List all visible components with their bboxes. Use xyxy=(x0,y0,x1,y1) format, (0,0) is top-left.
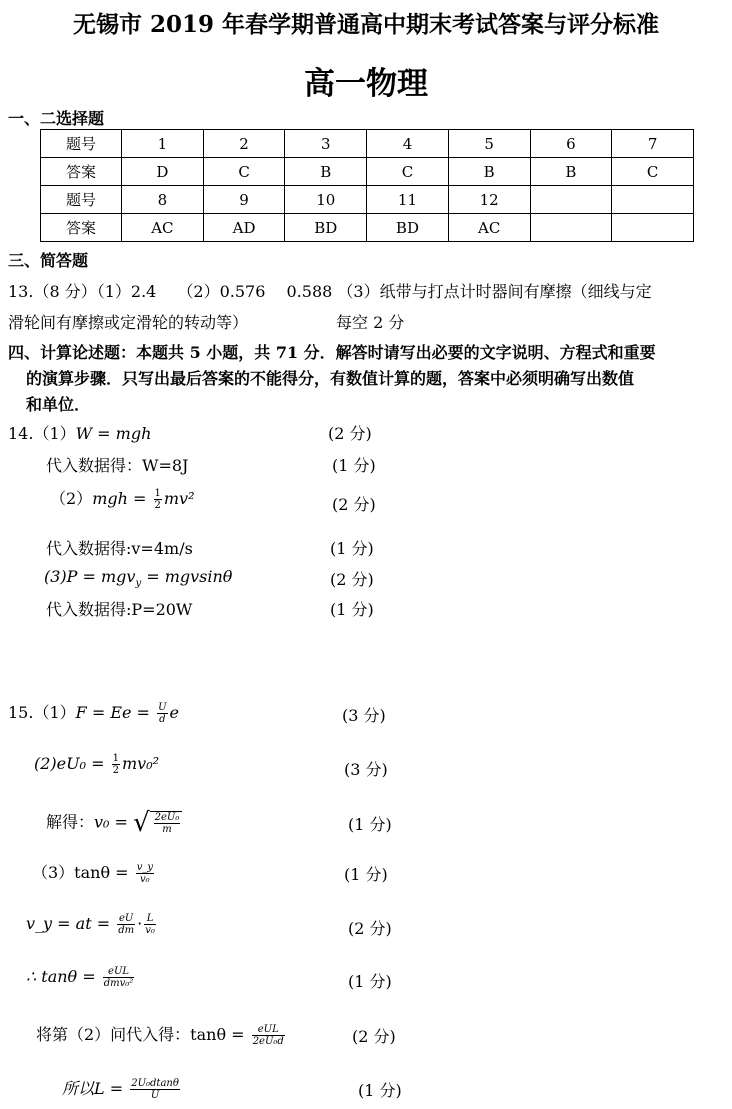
section-calc-line-3: 和单位． xyxy=(26,395,91,414)
table-row xyxy=(41,130,694,158)
q13-line-1: 13.（8 分）（1）2.4 （2）0.576 0.588 （3）纸带与打点计时器间有摩擦（细线与定 xyxy=(8,282,652,301)
section-calc-line-2: 的演算步骤．只写出最后答案的不能得分，有数值计算的题，答案中必须明确写出数值 xyxy=(26,369,635,388)
q15-step-7: 将第（2）问代入得：tanθ = $\frac{\text{eUL}}{\text{2eU₀d}}$ xyxy=(36,1024,284,1047)
q13-line-2: 滑轮间有摩擦或定滑轮的转动等） xyxy=(8,313,249,332)
table-cell: 9 xyxy=(203,186,285,214)
table-cell: 10 xyxy=(285,186,367,214)
table-cell: D xyxy=(122,158,204,186)
table-cell: C xyxy=(203,158,285,186)
table-cell: BD xyxy=(285,214,367,242)
table-cell: 题号 xyxy=(41,186,122,214)
table-row xyxy=(41,158,694,186)
table-cell: AD xyxy=(203,214,285,242)
q14-step-6: 代入数据得:P=20W xyxy=(46,600,193,619)
q15-step-5: v_y = at = $\frac{eU}{dm}$ · $\frac{L}{\text{v₀}}$ xyxy=(26,913,155,936)
q15-step-8-score: (1 分) xyxy=(358,1081,402,1100)
q15-step-4-fraction: $\frac{v\_y}{\text{v₀}}$ xyxy=(136,862,153,885)
table-cell: 12 xyxy=(448,186,530,214)
table-cell: AC xyxy=(448,214,530,242)
table-cell xyxy=(530,214,612,242)
q15-step-6-fraction: $\frac{\text{eUL}}{\text{dmv₀²}}$ xyxy=(103,966,134,989)
table-cell: 8 xyxy=(122,186,204,214)
q15-step-3-fraction: $\frac{\text{2eU₀}}{m}$ xyxy=(154,812,180,835)
answer-table xyxy=(40,129,694,242)
table-cell: C xyxy=(367,158,449,186)
q15-step-1: 15.（1）F = Ee = $\frac{U}{d}$ e xyxy=(8,702,179,725)
table-cell: 答案 xyxy=(41,158,122,186)
q15-step-4-score: (1 分) xyxy=(344,865,388,884)
table-cell: 4 xyxy=(367,130,449,158)
q14-step-1-score: (2 分) xyxy=(328,424,372,443)
q14-step-4: 代入数据得:v=4m/s xyxy=(46,539,193,558)
table-cell: 2 xyxy=(203,130,285,158)
q14-step-3-prefix: （2） xyxy=(50,489,93,508)
q14-step-1-prefix: 14.（1） xyxy=(8,424,76,443)
section-calc-line-1: 四、计算论述题：本题共 5 小题，共 71 分．解答时请写出必要的文字说明、方程式和重要 xyxy=(8,343,656,362)
table-cell: 3 xyxy=(285,130,367,158)
q15-step-2-fraction: $\frac{1}{2}$ xyxy=(112,753,119,776)
q15-step-4: （3）tanθ = $\frac{v\_y}{\text{v₀}}$ xyxy=(32,862,153,885)
q15-step-7-score: (2 分) xyxy=(352,1027,396,1046)
sqrt-icon: √ xyxy=(133,808,150,838)
q14-step-1 xyxy=(8,421,151,444)
q15-step-1-fraction: $\frac{U}{d}$ xyxy=(158,702,167,725)
q15-step-3: 解得：v₀ = √ $\frac{\text{2eU₀}}{m}$ xyxy=(46,808,182,838)
q14-step-2: 代入数据得：W=8J xyxy=(46,456,189,475)
table-cell: 题号 xyxy=(41,130,122,158)
table-cell xyxy=(612,186,694,214)
q14-step-6-score: (1 分) xyxy=(330,600,374,619)
table-cell: 5 xyxy=(448,130,530,158)
table-cell xyxy=(530,186,612,214)
table-cell xyxy=(612,214,694,242)
q14-step-3 xyxy=(50,486,195,511)
table-row xyxy=(41,214,694,242)
section-choice-heading: 一、二选择题 xyxy=(8,109,105,128)
section-short-answer-heading: 三、简答题 xyxy=(8,251,89,270)
q15-step-8: 所以L = $\frac{\text{2U₀dtanθ}}{U}$ xyxy=(62,1078,179,1101)
table-cell: AC xyxy=(122,214,204,242)
q14-step-1-formula: W = mgh xyxy=(75,424,152,443)
q15-step-6: ∴ tanθ = $\frac{\text{eUL}}{\text{dmv₀²}}$ xyxy=(26,966,134,989)
table-cell: 答案 xyxy=(41,214,122,242)
q15-step-8-fraction: $\frac{\text{2U₀dtanθ}}{U}$ xyxy=(131,1078,179,1101)
q15-step-5-score: (2 分) xyxy=(348,919,392,938)
subject-title: 高一物理 xyxy=(304,66,428,102)
q15-step-2-score: (3 分) xyxy=(344,760,388,779)
table-cell: 1 xyxy=(122,130,204,158)
table-cell: 6 xyxy=(530,130,612,158)
q14-step-4-score: (1 分) xyxy=(330,539,374,558)
table-cell: B xyxy=(285,158,367,186)
table-cell: B xyxy=(530,158,612,186)
q15-step-6-score: (1 分) xyxy=(348,972,392,991)
q14-step-3-score: (2 分) xyxy=(332,495,376,514)
q15-step-5-fraction-b: $\frac{L}{\text{v₀}}$ xyxy=(145,913,155,936)
q13-score-note: 每空 2 分 xyxy=(336,313,405,332)
q15-step-3-score: (1 分) xyxy=(348,815,392,834)
table-cell: B xyxy=(448,158,530,186)
table-cell: 11 xyxy=(367,186,449,214)
q14-step-5: (3)P = mgv$_y$ = mgvsinθ xyxy=(44,567,233,590)
table-cell: C xyxy=(612,158,694,186)
table-row xyxy=(41,186,694,214)
q14-step-5-score: (2 分) xyxy=(330,570,374,589)
q15-step-1-score: (3 分) xyxy=(342,706,386,725)
table-cell: BD xyxy=(367,214,449,242)
q15-step-2: (2)eU₀ = $\frac{1}{2}$ mv₀² xyxy=(34,753,160,776)
q14-step-3-right: mv² xyxy=(163,489,195,508)
document-title: 无锡市 2019 年春学期普通高中期末考试答案与评分标准 xyxy=(72,11,660,38)
q14-step-3-fraction: $\frac{1}{2}$ xyxy=(154,488,161,511)
q15-step-5-fraction-a: $\frac{eU}{dm}$ xyxy=(118,913,135,936)
q15-step-7-fraction: $\frac{\text{eUL}}{\text{2eU₀d}}$ xyxy=(252,1024,284,1047)
table-cell: 7 xyxy=(612,130,694,158)
q14-step-2-score: (1 分) xyxy=(332,456,376,475)
q14-step-3-left: mgh = xyxy=(92,489,147,508)
